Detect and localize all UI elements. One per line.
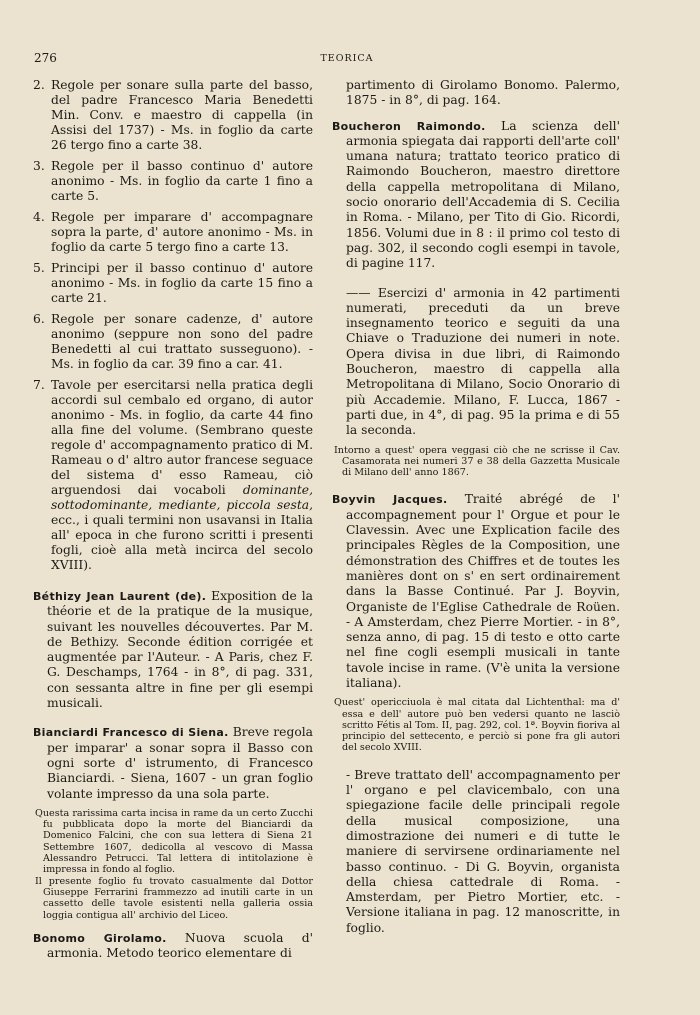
running-head: TEORICA	[320, 53, 374, 64]
item-text-part: ecc., i quali termini non usavansi in Italia all' epoca in che furono scritti i presenti fogli, cioè alla metà incirca del secolo XVIII).	[51, 513, 313, 572]
list-item	[33, 312, 313, 372]
item-text: Regole per sonare sulla parte del basso, del padre Francesco Maria Benedetti Min. Conv. e maestro di cappella (in Assisi del 1737) - Ms. in foglio da carte 26 tergo fino a carte 38.	[51, 78, 313, 152]
list-item	[33, 261, 313, 306]
bibliography-entry	[33, 931, 313, 962]
item-text: Regole per il basso continuo d' autore anonimo - Ms. in foglio da carte 1 fino a carte 5.	[51, 159, 313, 203]
entry-author: Boyvin Jacques.	[332, 493, 448, 507]
item-text: Regole per sonare cadenze, d' autore anonimo (seppure non sono del padre Benedetti al cui trattato susseguono). - Ms. in foglio da car. 39 fino a car. 41.	[51, 312, 313, 371]
entry-text: La scienza dell' armonia spiegata dai rapporti dell'arte coll' umana natura; trattato teorico pratico di Raimondo Boucheron, maestro direttore della cappella metropolitana di Milano, socio onorario dell'Accademia di S. Cecilia in Roma. - Milano, per Tito di Gio. Ricordi, 1856. Volumi due in 8 : il primo col testo di pag. 302, il secondo cogli esempi in tavole, di pagine 117.	[346, 118, 620, 271]
list-item	[33, 78, 313, 153]
right-column	[332, 78, 620, 936]
list-item	[33, 210, 313, 255]
entry-author: Bonomo Girolamo.	[33, 931, 167, 945]
entry-text: Traité abrégé de l' accompagnement pour l' Orgue et pour le Clavessin. Avec une Explication facile des principales Règles de la Composition, une démonstration des Chiffres et de toutes les manières dont on s' en sert ordinairement dans la Basse Continué. Par J. Boyvin, Organiste de l'Eglise Cathedrale de Roüen. - A Amsterdam, chez Pierre Mortier. - in 8°, senza anno, di pag. 15 di testo e otto carte nel fine cogli esempli musicali in tante tavole incise in rame. (V'è unita la versione italiana).	[346, 492, 620, 690]
item-number: 4.	[33, 210, 45, 224]
item-number: 2.	[33, 78, 45, 92]
footnote: Intorno a quest' opera veggasi ciò che ne scrisse il Cav. Casamorata nei numeri 37 e 38 della Gazzetta Musicale di Milano dell' anno 1867.	[334, 444, 620, 479]
bibliography-entry	[33, 589, 313, 711]
entry-author: Béthizy Jean Laurent (de).	[33, 590, 207, 603]
item-text: Regole per imparare d' accompagnare sopra la parte, d' autore anonimo - Ms. in foglio da carte 5 tergo fino a carte 13.	[51, 210, 313, 254]
bibliography-entry: - Breve trattato dell' accompagnamento per l' organo e pel clavicembalo, con una spiegazione facile delle principali regole della musical composizione, una dimostrazione dei numeri e di tutte le maniere di servirsene ordinariamente nel basso continuo. - Di G. Boyvin, organista della chiesa cattedrale di Roma. - Amsterdam, per Pietro Mortier, etc. - Versione italiana in pag. 12 manoscritte, in foglio.	[346, 767, 620, 935]
bibliography-entry: —— Esercizi d' armonia in 42 partimenti numerati, preceduti da un breve insegnamento teorico e seguiti da una Chiave o Traduzione dei numeri in note. Opera divisa in due libri, di Raimondo Boucheron, maestro di cappella alla Metropolitana di Milano, Socio Onorario di più Accademie. Milano, F. Lucca, 1867 - parti due, in 4°, di pag. 95 la prima e di 55 la seconda.	[346, 285, 620, 438]
footnote: Questa rarissima carta incisa in rame da un certo Zucchi fu pubblicata dopo la morte del Bianciardi da Domenico Falcini, che con sua lettera di Siena 21 Settembre 1607, dedicolla al vescovo di Massa Alessandro Petrucci. Tal lettera di intitolazione è impressa in fondo al foglio.	[35, 807, 313, 876]
list-item	[33, 378, 313, 573]
page-number: 276	[34, 51, 57, 65]
item-number: 7.	[33, 378, 45, 392]
entry-author: Boucheron Raimondo.	[332, 119, 486, 133]
item-text-italic: dominante, sottodominante, mediante, piccola sesta,	[51, 483, 313, 512]
item-text-part: Tavole per esercitarsi nella pratica degli accordi sul cembalo ed organo, di autor anonimo - Ms. in foglio, da carte 44 fino alla fine del volume. (Sembrano queste regole d' accompagnamento pratico di M. Rameau o d' altro autor francese seguace del sistema d' esso Rameau, ciò arguendosi dai vocaboli	[51, 378, 313, 497]
footnote: Quest' opericciuola è mal citata dal Lichtenthal: ma d' essa e dell' autore può ben vedersi quanto ne lasciò scritto Fétis al Tom. II, pag. 292, col. 1ª. Boyvin fioriva al principio del settecento, e perciò si pone fra gli autori del secolo XVIII.	[334, 697, 620, 754]
bibliography-entry	[332, 119, 620, 272]
left-column	[33, 78, 313, 961]
bibliography-entry	[332, 492, 620, 691]
item-text	[51, 378, 313, 573]
bibliography-entry	[33, 725, 313, 801]
entry-continuation: partimento di Girolamo Bonomo. Palermo, 1875 - in 8°, di pag. 164.	[346, 78, 620, 108]
item-text: Principi per il basso continuo d' autore anonimo - Ms. in foglio da carte 15 fino a carte 21.	[51, 261, 313, 305]
footnote: Il presente foglio fu trovato casualmente dal Dottor Giuseppe Ferrarini frammezzo ad inutili carte in un cassetto delle tavole esistenti nella galleria ossia loggia contigua all' archivio del Liceo.	[35, 875, 313, 921]
entry-text: Breve regola per imparar' a sonar sopra il Basso con ogni sorte d' istrumento, di Francesco Bianciardi. - Siena, 1607 - un gran foglio volante impresso da una sola parte.	[47, 725, 313, 801]
item-number: 6.	[33, 312, 45, 326]
entry-text: Exposition de la théorie et de la pratique de la musique, suivant les nouvelles découvertes. Par M. de Bethizy. Seconde édition corrigée et augmentée par l'Auteur. - A Paris, chez F. G. Deschamps, 1764 - in 8°, di pag. 331, con sessanta altre in fine per gli esempi musicali.	[47, 589, 313, 711]
item-number: 3.	[33, 159, 45, 173]
entry-text: Nuova scuola d' armonia. Metodo teorico elementare di	[47, 930, 314, 961]
entry-author: Bianciardi Francesco di Siena.	[33, 726, 229, 740]
item-number: 5.	[33, 261, 45, 275]
page-header	[34, 51, 660, 67]
list-item	[33, 159, 313, 204]
